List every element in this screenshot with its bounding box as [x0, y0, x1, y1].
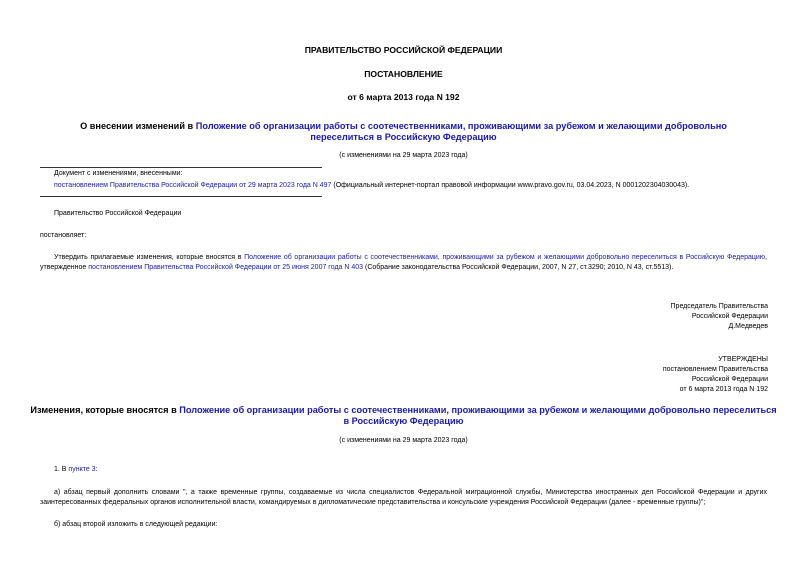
regulation-link[interactable]: Положение об организации работы с соотечественниками, проживающими за рубежом и желающими добровольно переселиться в Российскую Федерацию: [195, 121, 727, 142]
para-approve-text-1: Утвердить прилагаемые изменения, которые вносятся в: [54, 254, 245, 261]
approved-block: [663, 355, 768, 395]
signature-position: Председатель Правительства: [670, 303, 768, 310]
doc-type-heading: ПОСТАНОВЛЕНИЕ: [364, 69, 443, 79]
para-decrees: постановляет:: [40, 232, 87, 239]
change-item-1-colon: :: [95, 466, 98, 473]
signature-block: [671, 302, 768, 332]
change-item-1-text: 1. В: [54, 466, 69, 473]
regulation-link-3[interactable]: Положение об организации работы с соотечественниками, проживающими за рубежом и желающими добровольно переселиться в Российскую Федерацию: [179, 405, 777, 426]
amendment-decree-link[interactable]: постановлением Правительства Российской Федерации от 29 марта 2023 года N 497: [54, 182, 332, 189]
doc-date-heading: от 6 марта 2013 года N 192: [347, 92, 460, 102]
changes-revision-note: (с изменениями на 29 марта 2023 года): [339, 437, 468, 444]
signature-country: Российской Федерации: [691, 313, 768, 320]
amendments-top-rule: [40, 167, 322, 168]
decree-403-link[interactable]: постановлением Правительства Российской Федерации от 25 июня 2007 года N 403: [88, 264, 364, 271]
approved-country: Российской Федерации: [691, 376, 768, 383]
amendment-source: (Официальный интернет-портал правовой информации www.pravo.gov.ru, 03.04.2023, N 0001202304030043).: [331, 182, 690, 189]
document-title-prefix: О внесении изменений в: [80, 121, 196, 131]
change-item-1: [54, 465, 98, 475]
para-approve-text-2: , утвержденное: [40, 254, 767, 271]
document-title: [50, 121, 757, 143]
para-approve-text-3: (Собрание законодательства Российской Федерации, 2007, N 27, ст.3290; 2010, N 43, ст.5513).: [363, 264, 674, 271]
clause-3-link[interactable]: пункте 3: [68, 466, 96, 473]
para-government: Правительство Российской Федерации: [54, 210, 182, 217]
approved-date: от 6 марта 2013 года N 192: [679, 386, 768, 393]
revision-note: (с изменениями на 29 марта 2023 года): [339, 152, 468, 159]
amendments-bottom-rule: [40, 196, 322, 197]
amendments-line: [54, 182, 689, 189]
change-item-a: а) абзац первый дополнить словами ", а также временные группы, создаваемые из числа специалистов Федеральной миграционной службы, Министерства иностранных дел Российской Федерации и других заинтересованных федеральных органов исполнительной власти, командируемых в дипломатические представительства и консульские учреждения Российской Федерации (далее - временные группы)";: [40, 489, 767, 506]
changes-title-prefix: Изменения, которые вносятся в: [30, 405, 180, 415]
org-heading: ПРАВИТЕЛЬСТВО РОССИЙСКОЙ ФЕДЕРАЦИИ: [304, 45, 503, 55]
changes-title: [30, 405, 777, 427]
signature-name: Д.Медведев: [728, 323, 768, 330]
regulation-link-2[interactable]: Положение об организации работы с соотечественниками, проживающими за рубежом и желающими добровольно переселиться в Российскую Федерацию: [244, 254, 766, 261]
approved-by: постановлением Правительства: [662, 366, 768, 373]
amendments-label: Документ с изменениями, внесенными:: [54, 170, 183, 177]
change-item-b: б) абзац второй изложить в следующей редакции:: [54, 521, 218, 528]
para-approve: [40, 253, 767, 273]
approved-label: УТВЕРЖДЕНЫ: [718, 356, 768, 363]
